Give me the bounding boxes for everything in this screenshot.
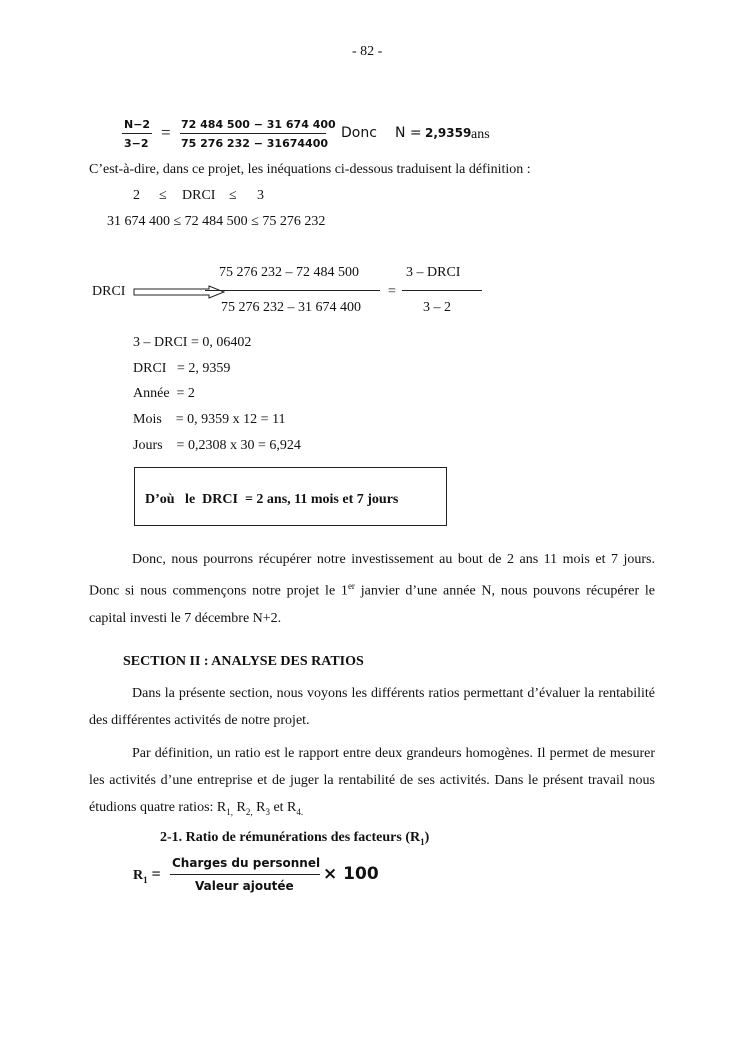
fraction-bar [402, 290, 482, 291]
formula-lhs [133, 866, 161, 885]
paragraph-text: Donc, nous pourrons récupérer notre investissement au bout de 2 ans 11 mois et 7 jours. Donc si nous commençons notre projet le 1 [89, 552, 655, 599]
fraction-numerator: 72 484 500 − 31 674 400 [181, 118, 336, 131]
subscript: 1, [226, 806, 234, 817]
n-label: N = [395, 125, 422, 141]
intro-line: C’est-à-dire, dans ce projet, les inéquations ci-dessous traduisent la définition : [89, 162, 531, 177]
fraction-denominator: 3−2 [124, 137, 149, 150]
fraction-denominator: 75 276 232 – 31 674 400 [221, 300, 361, 315]
result-text: D’où le DRCI = 2 ans, 11 mois et 7 jours [145, 492, 399, 507]
subsection-text: ) [424, 830, 430, 845]
fraction-denominator: 3 – 2 [423, 300, 451, 315]
inequality-term: ≤ [159, 188, 167, 203]
fraction-bar [180, 133, 326, 134]
subsection-title [160, 830, 429, 847]
donc-label: Donc [341, 125, 377, 141]
fraction-bar [170, 874, 320, 875]
subsection-text: 2-1. Ratio de rémunérations des facteurs (R [160, 830, 421, 845]
fraction-numerator: 75 276 232 – 72 484 500 [219, 265, 359, 280]
ratio-symbol: R [233, 800, 246, 815]
fraction-bar [122, 133, 152, 134]
fraction-bar [205, 290, 380, 291]
paragraph-conclusion [89, 546, 655, 632]
ratio-symbol: et R [269, 800, 297, 815]
calc-line: Année = 2 [133, 386, 195, 401]
fraction-denominator: 75 276 232 − 31674400 [181, 137, 328, 150]
subscript: 1 [420, 836, 425, 847]
calc-line: Jours = 0,2308 x 30 = 6,924 [133, 438, 301, 453]
fraction-numerator: N−2 [124, 118, 151, 131]
inequality-term: 2 [133, 188, 140, 203]
calc-line: DRCI = 2, 9359 [133, 361, 231, 376]
paragraph-section-intro: Dans la présente section, nous voyons les différents ratios permettant d’évaluer la rentabilité des différentes activités de notre projet. [89, 686, 655, 728]
calc-line: 3 – DRCI = 0, 06402 [133, 335, 252, 350]
subscript: 1 [143, 874, 148, 885]
page-number: - 82 - [352, 44, 383, 59]
equals-sign: = [161, 123, 171, 142]
paragraph-text: janvier d’une année N, nous pouvons récupérer le capital investi le 7 décembre N+2. [89, 583, 655, 626]
multiply-hundred: × 100 [323, 864, 379, 884]
fraction-numerator: Charges du personnel [172, 856, 321, 870]
superscript: er [347, 581, 355, 591]
inequality-term: ≤ [229, 188, 237, 203]
ratio-symbol: R [216, 800, 227, 815]
equals-sign: = [388, 284, 396, 299]
section-title: SECTION II : ANALYSE DES RATIOS [123, 654, 364, 669]
subscript: 3 [265, 806, 270, 817]
paragraph-text: Par définition, un ratio est le rapport entre deux grandeurs homogènes. Il permet de mesurer les activités d’une entreprise et de juger la rentabilité de ses activités. Dans le présent travail nous étudions quatre ratios: [89, 746, 655, 815]
ratio-symbol: R [133, 868, 144, 883]
fraction-numerator: 3 – DRCI [406, 265, 461, 280]
inequality-values: 31 674 400 ≤ 72 484 500 ≤ 75 276 232 [107, 214, 326, 229]
inequality-term: 3 [257, 188, 264, 203]
subscript: 4. [296, 806, 304, 817]
drci-label: DRCI [92, 284, 126, 299]
paragraph-ratio-definition [89, 740, 655, 826]
ratio-symbol: R [252, 800, 266, 815]
arrow-right-icon [133, 285, 225, 299]
result-box [134, 467, 447, 526]
inequality-term: DRCI [182, 188, 216, 203]
unit-label: ans [471, 127, 490, 142]
subscript: 2, [245, 806, 253, 817]
fraction-denominator: Valeur ajoutée [195, 879, 294, 893]
n-value: 2,9359 [425, 126, 472, 140]
calc-line: Mois = 0, 9359 x 12 = 11 [133, 412, 286, 427]
equals-sign: = [147, 866, 161, 883]
